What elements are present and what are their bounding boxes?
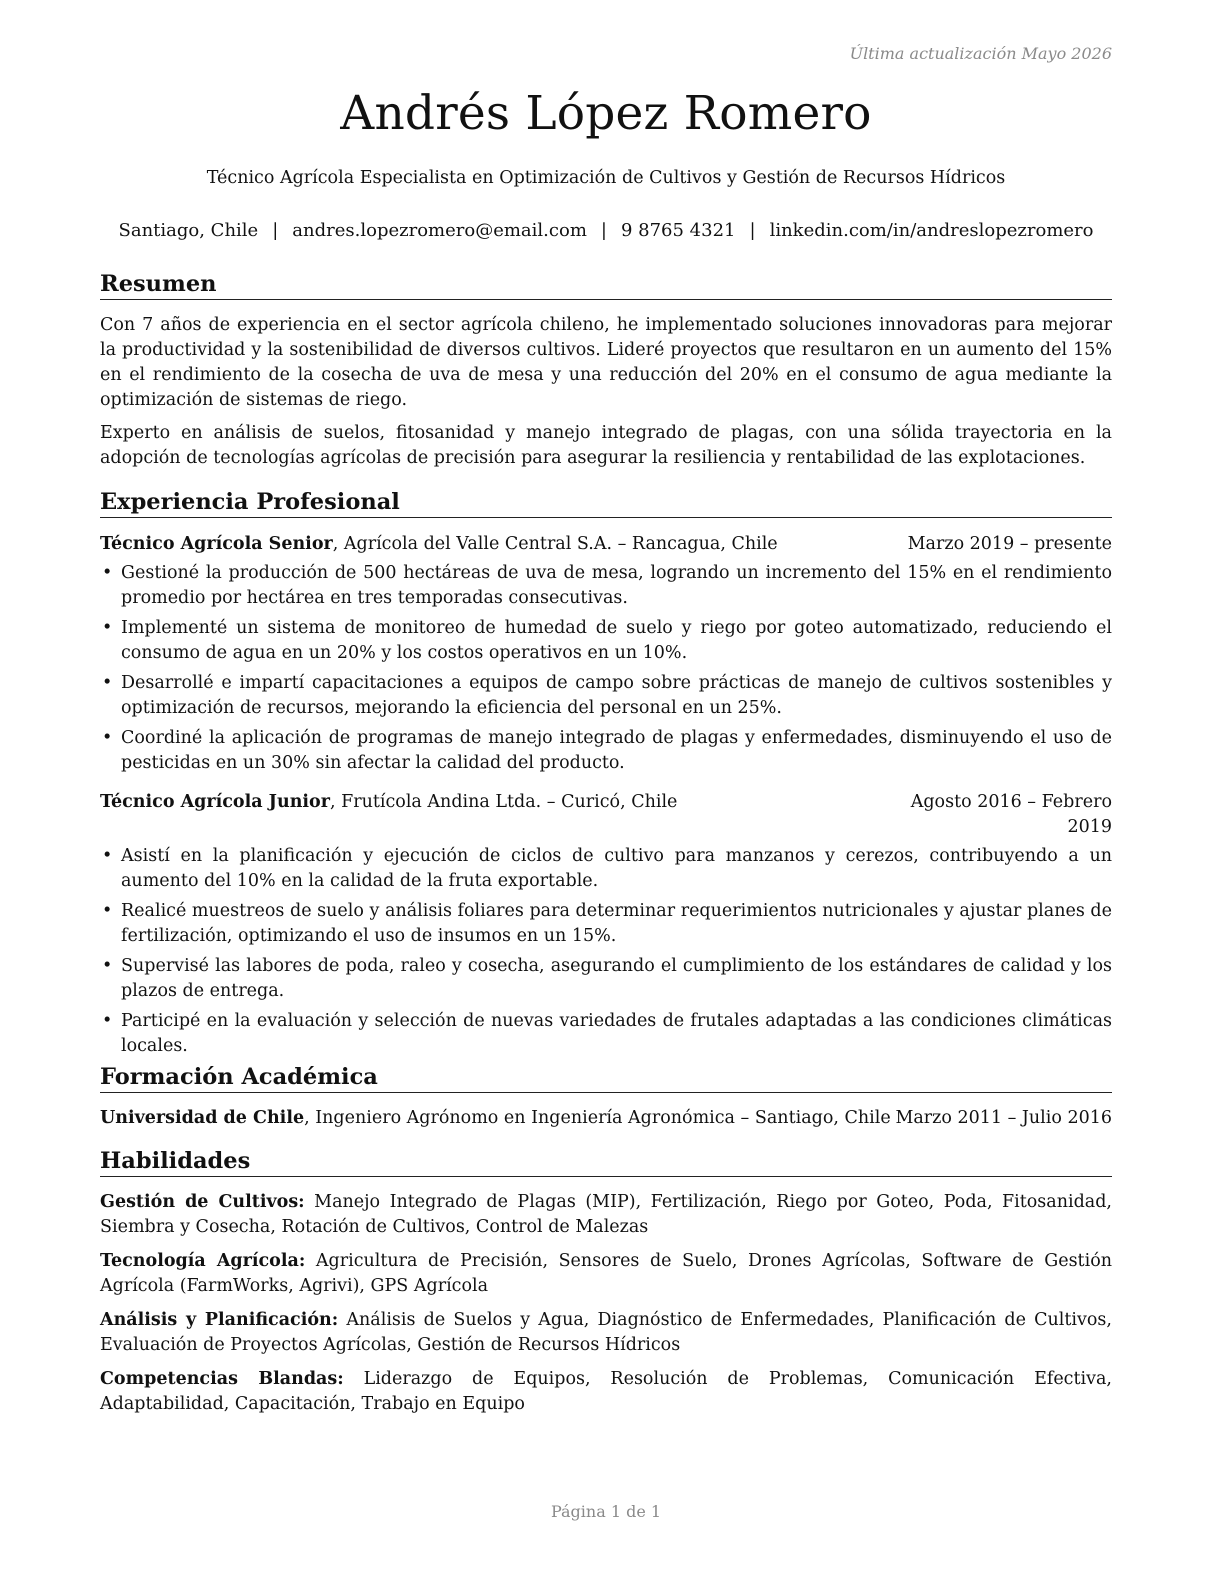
- bullet-text: Gestioné la producción de 500 hectáreas de uva de mesa, logrando un incremento del 15% en el rendimiento promedio por hectárea en tres temporadas consecutivas.: [121, 563, 1112, 608]
- education-detail: , Ingeniero Agrónomo en Ingeniería Agronómica – Santiago, Chile: [304, 1108, 891, 1128]
- job-entry: [100, 790, 1112, 1059]
- job-bullets: [100, 844, 1112, 1059]
- section-heading: Experiencia Profesional: [100, 488, 1112, 518]
- skill-label: Competencias Blandas:: [100, 1369, 344, 1389]
- job-title: [100, 790, 677, 840]
- contact-line: [100, 220, 1112, 241]
- experience-section: [100, 488, 1112, 1064]
- job-bullets: [100, 561, 1112, 776]
- bullet-icon: •: [102, 563, 113, 583]
- job-entry: [100, 532, 1112, 776]
- summary-paragraph: Experto en análisis de suelos, fitosanidad y manejo integrado de plagas, con una sólida trayectoria en la adopción de tecnologías agrícolas de precisión para asegurar la resiliencia y rentabilidad de las explotaciones.: [100, 423, 1112, 468]
- job-dates: Agosto 2016 – Febrero 2019: [910, 792, 1112, 837]
- job-org: , Frutícola Andina Ltda. – Curicó, Chile: [329, 792, 678, 812]
- last-updated: Última actualización Mayo 2026: [849, 44, 1112, 63]
- summary-section: [100, 270, 1112, 471]
- bullet-icon: •: [102, 901, 113, 921]
- bullet-icon: •: [102, 1011, 113, 1031]
- professional-headline: Técnico Agrícola Especialista en Optimización de Cultivos y Gestión de Recursos Hídricos: [206, 168, 1006, 188]
- skill-items: Agricultura de Precisión, Sensores de Suelo, Drones Agrícolas, Software de Gestión Agrícola (FarmWorks, Agrivi), GPS Agrícola: [100, 1251, 1112, 1296]
- skill-group: [100, 1308, 1112, 1358]
- bullet-icon: •: [102, 846, 113, 866]
- job-header: [100, 532, 1112, 557]
- job-org: , Agrícola del Valle Central S.A. – Rancagua, Chile: [332, 534, 778, 554]
- bullet-icon: •: [102, 728, 113, 748]
- contact-separator: |: [272, 220, 279, 241]
- list-item: [100, 1009, 1112, 1059]
- skill-label: Gestión de Cultivos:: [100, 1192, 305, 1212]
- education-entry: [100, 1106, 1112, 1131]
- job-header: [100, 790, 1112, 840]
- skill-items: Manejo Integrado de Plagas (MIP), Fertilización, Riego por Goteo, Poda, Fitosanidad, Siembra y Cosecha, Rotación de Cultivos, Control de Malezas: [100, 1192, 1112, 1237]
- education-school: Universidad de Chile: [100, 1108, 305, 1128]
- bullet-icon: •: [102, 956, 113, 976]
- summary-paragraph: Con 7 años de experiencia en el sector agrícola chileno, he implementado soluciones innovadoras para mejorar la productividad y la sostenibilidad de diversos cultivos. Lideré proyectos que resultaron en un aumento del 15% en el rendimiento de la cosecha de uva de mesa y una reducción del 20% en el consumo de agua mediante la optimización de sistemas de riego.: [100, 315, 1112, 410]
- skill-label: Tecnología Agrícola:: [100, 1251, 306, 1271]
- skill-items: Liderazgo de Equipos, Resolución de Problemas, Comunicación Efectiva, Adaptabilidad, Capacitación, Trabajo en Equipo: [100, 1369, 1112, 1414]
- education-section: [100, 1063, 1112, 1131]
- bullet-text: Desarrollé e impartí capacitaciones a equipos de campo sobre prácticas de manejo de cultivos sostenibles y optimización de recursos, mejorando la eficiencia del personal en un 25%.: [121, 673, 1112, 718]
- bullet-text: Participé en la evaluación y selección de nuevas variedades de frutales adaptadas a las condiciones climáticas locales.: [121, 1011, 1112, 1056]
- education-dates: Marzo 2011 – Julio 2016: [895, 1108, 1112, 1128]
- candidate-name: Andrés López Romero: [340, 86, 872, 141]
- contact-email[interactable]: andres.lopezromero@email.com: [292, 220, 587, 241]
- job-role: Técnico Agrícola Junior: [100, 792, 330, 812]
- skill-group: [100, 1367, 1112, 1417]
- section-heading: Resumen: [100, 270, 1112, 300]
- list-item: [100, 726, 1112, 776]
- list-item: [100, 954, 1112, 1004]
- job-role: Técnico Agrícola Senior: [100, 534, 333, 554]
- bullet-icon: •: [102, 618, 113, 638]
- list-item: [100, 616, 1112, 666]
- contact-phone: 9 8765 4321: [620, 220, 736, 241]
- section-heading: Formación Académica: [100, 1063, 1112, 1093]
- contact-separator: |: [749, 220, 756, 241]
- education-title: [100, 1106, 891, 1131]
- skill-group: [100, 1249, 1112, 1299]
- resume-page: [100, 0, 1112, 1584]
- skill-label: Análisis y Planificación:: [100, 1310, 339, 1330]
- bullet-text: Coordiné la aplicación de programas de manejo integrado de plagas y enfermedades, disminuyendo el uso de pesticidas en un 30% sin afectar la calidad del producto.: [121, 728, 1112, 773]
- job-title: [100, 532, 778, 557]
- skills-section: [100, 1147, 1112, 1417]
- bullet-icon: •: [102, 673, 113, 693]
- contact-location: Santiago, Chile: [118, 220, 259, 241]
- list-item: [100, 844, 1112, 894]
- bullet-text: Supervisé las labores de poda, raleo y cosecha, asegurando el cumplimiento de los estándares de calidad y los plazos de entrega.: [121, 956, 1112, 1001]
- list-item: [100, 899, 1112, 949]
- list-item: [100, 671, 1112, 721]
- section-heading: Habilidades: [100, 1147, 1112, 1177]
- contact-separator: |: [600, 220, 607, 241]
- bullet-text: Asistí en la planificación y ejecución de ciclos de cultivo para manzanos y cerezos, contribuyendo a un aumento del 10% en la calidad de la fruta exportable.: [121, 846, 1112, 891]
- skill-group: [100, 1190, 1112, 1240]
- bullet-text: Realicé muestreos de suelo y análisis foliares para determinar requerimientos nutricionales y ajustar planes de fertilización, optimizando el uso de insumos en un 15%.: [121, 901, 1112, 946]
- bullet-text: Implementé un sistema de monitoreo de humedad de suelo y riego por goteo automatizado, reduciendo el consumo de agua en un 20% y los costos operativos en un 10%.: [121, 618, 1112, 663]
- skill-items: Análisis de Suelos y Agua, Diagnóstico de Enfermedades, Planificación de Cultivos, Evaluación de Proyectos Agrícolas, Gestión de Recursos Hídricos: [100, 1310, 1112, 1355]
- list-item: [100, 561, 1112, 611]
- contact-linkedin[interactable]: linkedin.com/in/andreslopezromero: [769, 220, 1094, 241]
- page-number: Página 1 de 1: [550, 1502, 662, 1521]
- job-dates: Marzo 2019 – presente: [907, 534, 1112, 554]
